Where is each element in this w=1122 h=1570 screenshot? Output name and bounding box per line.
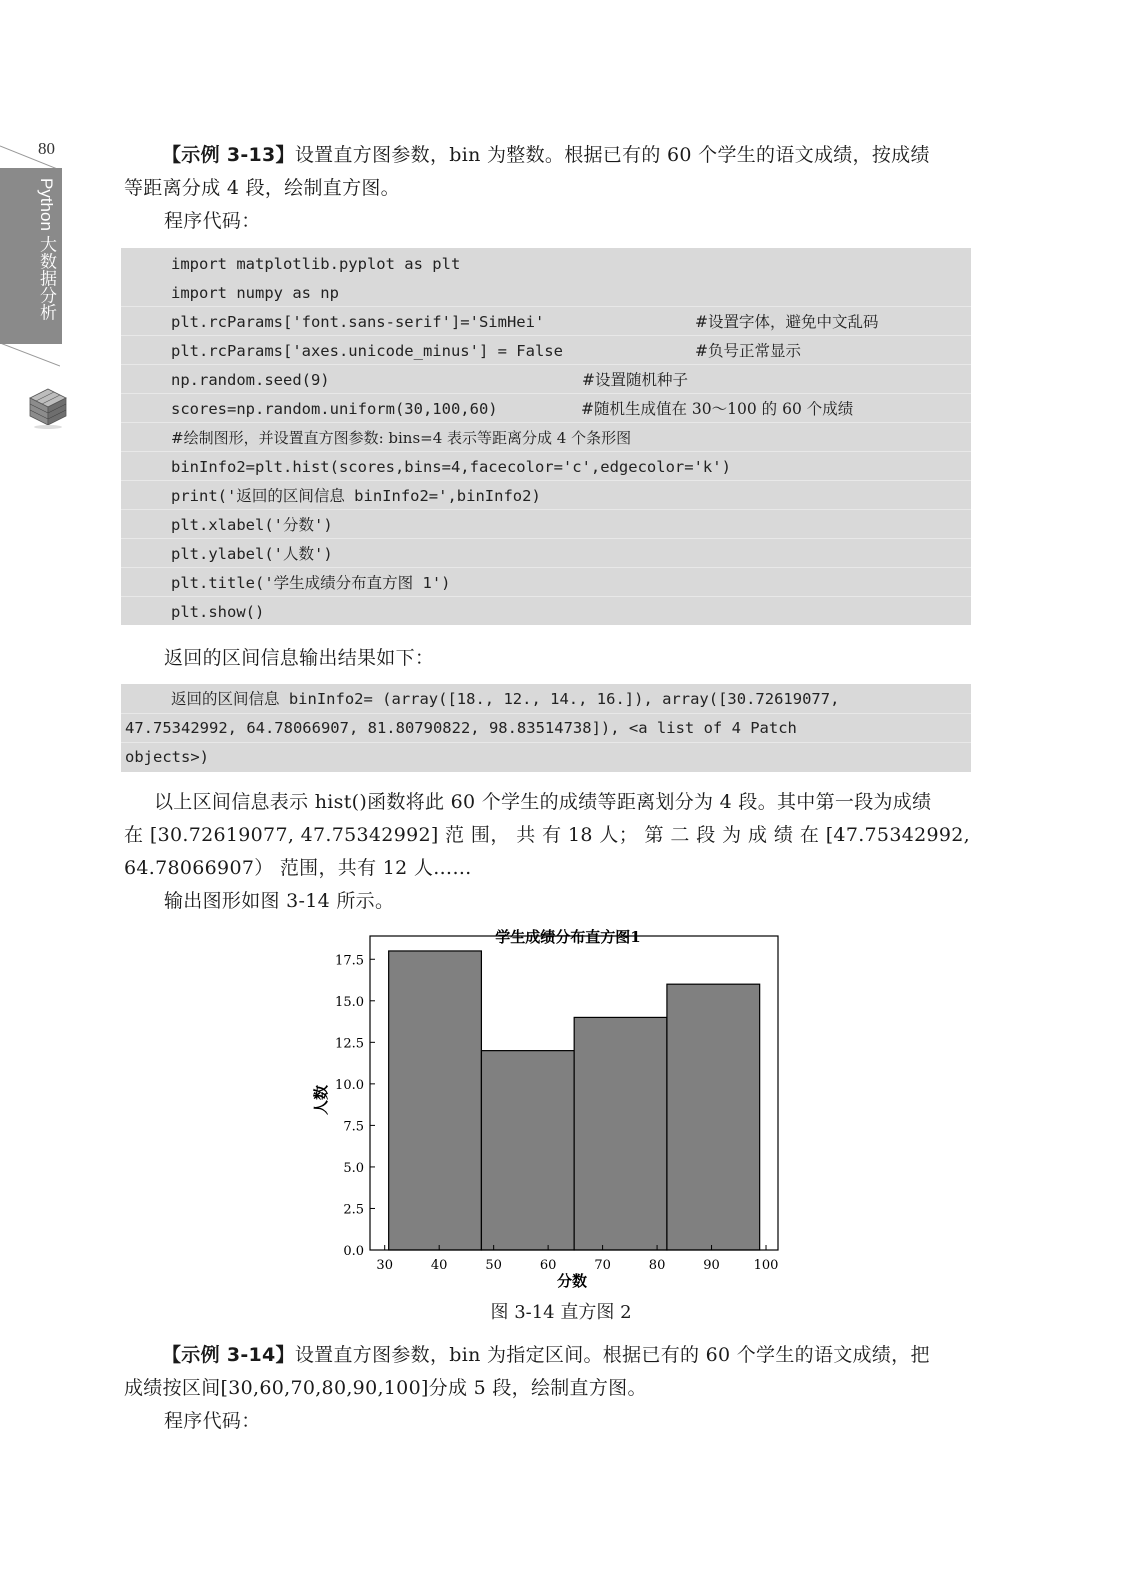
x-tick-label: 60 [539, 1258, 557, 1273]
example-13-text-line1: 设置直方图参数，bin 为整数。根据已有的 60 个学生的语文成绩，按成绩 [294, 144, 930, 166]
code-block [121, 248, 971, 625]
example-14-code-heading: 程序代码： [164, 1410, 261, 1432]
output-block [121, 684, 971, 772]
code-line: print('返回的区间信息 binInfo2=',binInfo2) [171, 487, 541, 505]
y-tick-label: 5.0 [343, 1160, 364, 1176]
histogram-bar [481, 1051, 574, 1250]
example-14-text-line1: 设置直方图参数，bin 为指定区间。根据已有的 60 个学生的语文成绩，把 [294, 1344, 930, 1366]
explanation-line3: 64.78066907） 范围，共有 12 人…… [124, 857, 472, 879]
code-comment: #设置随机种子 [582, 371, 688, 389]
example-14-text-line2: 成绩按区间[30,60,70,80,90,100]分成 5 段，绘制直方图。 [124, 1377, 647, 1399]
page-number: 80 [38, 139, 55, 158]
histogram-chart [300, 918, 800, 1298]
code-line: import numpy as np [171, 284, 339, 302]
example-13-paragraph [124, 139, 970, 238]
x-tick-label: 80 [648, 1258, 666, 1273]
code-line: binInfo2=plt.hist(scores,bins=4,facecolor='c',edgecolor='k') [171, 458, 731, 476]
chart-title: 学生成绩分布直方图1 [495, 928, 641, 946]
example-14-paragraph [124, 1339, 970, 1438]
code-comment: #随机生成值在 30～100 的 60 个成绩 [581, 400, 854, 418]
x-tick-label: 70 [594, 1258, 611, 1273]
y-tick-label: 7.5 [343, 1119, 364, 1135]
x-tick-label: 90 [703, 1258, 720, 1273]
output-intro: 返回的区间信息输出结果如下： [164, 647, 435, 669]
figure-caption: 图 3-14 直方图 2 [490, 1302, 632, 1323]
example-13-text-line2: 等距离分成 4 段，绘制直方图。 [124, 177, 400, 199]
y-tick-label: 10.0 [335, 1077, 364, 1093]
x-tick-label: 100 [753, 1258, 779, 1273]
code-line: plt.rcParams['axes.unicode_minus'] = False [171, 342, 563, 360]
code-line: plt.rcParams['font.sans-serif']='SimHei' [171, 313, 545, 331]
code-line: plt.xlabel('分数') [171, 516, 333, 534]
output-line: objects>) [125, 748, 209, 766]
code-line: np.random.seed(9) [171, 371, 330, 389]
explanation-line2: 在 [30.72619077, 47.75342992] 范 围， 共 有 18 人； 第 二 段 为 成 绩 在 [47.75342992, [124, 824, 970, 846]
y-tick-label: 17.5 [335, 953, 364, 969]
code-line: plt.show() [171, 603, 265, 621]
y-axis-label: 人数 [312, 1084, 330, 1116]
code-line: import matplotlib.pyplot as plt [171, 255, 461, 273]
y-tick-label: 12.5 [335, 1036, 364, 1052]
output-line: 47.75342992, 64.78066907, 81.80790822, 98.83514738]), <a list of 4 Patch [125, 719, 797, 737]
example-13-label: 【示例 3-13】 [162, 144, 295, 166]
cube-logo-icon [26, 385, 70, 429]
histogram-bar [389, 951, 482, 1250]
y-tick-label: 0.0 [343, 1244, 364, 1259]
code-line: plt.title('学生成绩分布直方图 1') [171, 574, 451, 592]
code-comment: #负号正常显示 [695, 342, 801, 360]
histogram-bar [667, 984, 760, 1250]
y-tick-label: 15.0 [335, 994, 364, 1010]
code-line: scores=np.random.uniform(30,100,60) [171, 400, 498, 418]
explanation-line1: 以上区间信息表示 hist()函数将此 60 个学生的成绩等距离划分为 4 段。其中第一段为成绩 [154, 791, 932, 813]
y-tick-label: 2.5 [343, 1202, 364, 1218]
x-tick-label: 30 [376, 1258, 393, 1273]
example-14-label: 【示例 3-14】 [162, 1344, 295, 1366]
code-line: plt.ylabel('人数') [171, 545, 333, 563]
code-line: #绘制图形，并设置直方图参数: bins=4 表示等距离分成 4 个条形图 [171, 429, 632, 447]
histogram-bar [574, 1017, 667, 1250]
example-13-code-heading: 程序代码： [164, 210, 261, 232]
output-line: 返回的区间信息 binInfo2= (array([18., 12., 14., 16.]), array([30.72619077, [171, 690, 840, 708]
x-tick-label: 50 [485, 1258, 502, 1273]
explanation-paragraph [124, 786, 970, 918]
x-axis-label: 分数 [556, 1272, 588, 1290]
side-title: Python 大数据分析 [37, 178, 56, 321]
plot-area [335, 936, 778, 1273]
code-comment: #设置字体，避免中文乱码 [695, 313, 879, 331]
explanation-line4: 输出图形如图 3-14 所示。 [164, 890, 395, 912]
x-tick-label: 40 [430, 1258, 448, 1273]
